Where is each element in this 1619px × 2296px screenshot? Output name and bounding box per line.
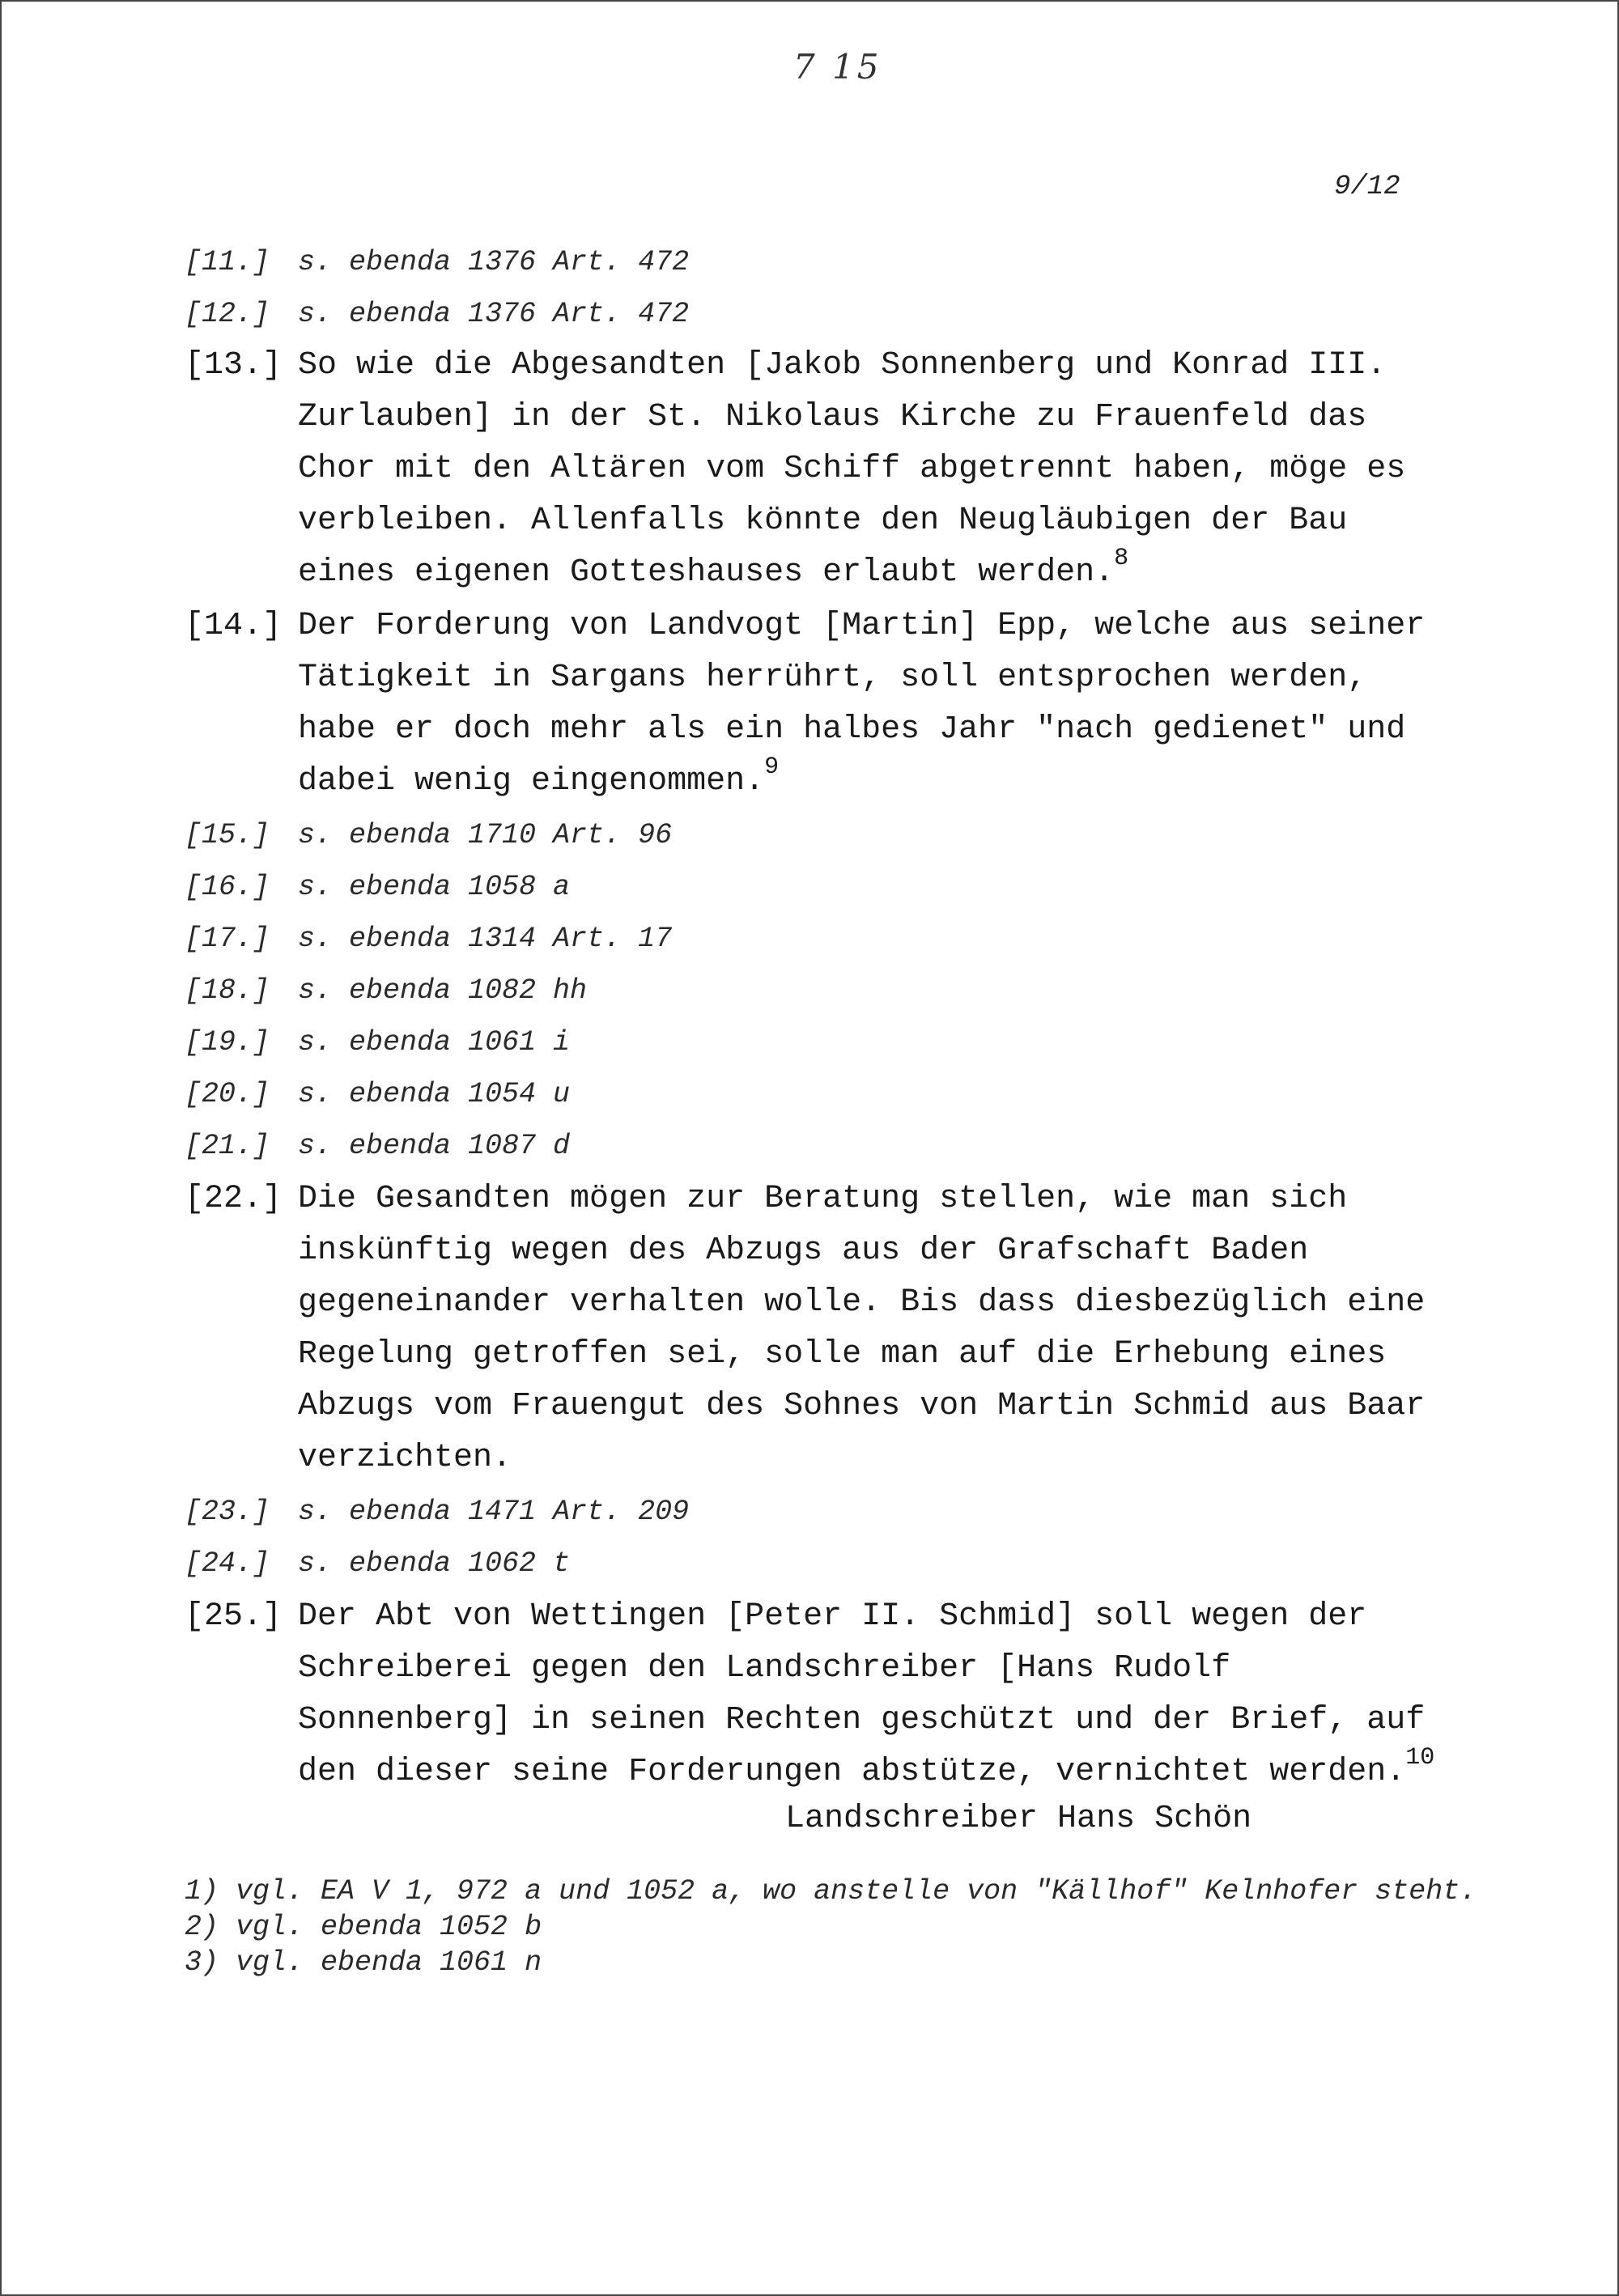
entry-17 [185, 913, 1447, 965]
entry-number: [17.] [185, 923, 270, 955]
entry-number: [19.] [185, 1026, 270, 1059]
entry-body-text: So wie die Abgesandten [Jakob Sonnenberg und Konrad III. Zurlauben] in der St. Nikolaus Kirche zu Frauenfeld das Chor mit den Altären vom Schiff abgetrennt haben, möge es verbleiben. Allenfalls könnte den Neugläubigen der Bau eines eigenen Gotteshauses erlaubt werden. [298, 347, 1406, 591]
entry-12 [185, 288, 1447, 340]
entry-number: [21.] [185, 1130, 270, 1162]
entry-text: s. ebenda 1471 Art. 209 [298, 1496, 690, 1528]
entry-13 [185, 340, 1447, 599]
entry-text [298, 1591, 1447, 1798]
entry-text [298, 340, 1447, 599]
entry-20 [185, 1068, 1447, 1120]
entry-number: [13.] [185, 347, 283, 384]
handwritten-note: 7 15 [793, 47, 882, 87]
page-number: 9/12 [1334, 172, 1400, 202]
entry-23 [185, 1486, 1447, 1538]
entry-number: [18.] [185, 974, 270, 1007]
entry-number: [14.] [185, 608, 283, 644]
footnote-marker: 8 [1114, 545, 1129, 572]
entry-text: s. ebenda 1058 a [298, 871, 571, 903]
footnote-marker: 10 [1405, 1744, 1435, 1772]
entry-text [298, 601, 1447, 808]
entry-number: [12.] [185, 298, 270, 330]
entry-body-text: Der Abt von Wettingen [Peter II. Schmid] soll wegen der Schreiberei gegen den Landschreiber [Hans Rudolf Sonnenberg] in seinen Rechten geschützt und der Brief, auf den dieser seine Forderungen abstütze, vernichtet werden. [298, 1598, 1426, 1790]
entry-25 [185, 1591, 1447, 1798]
entry-text: s. ebenda 1062 t [298, 1547, 571, 1580]
entry-number: [11.] [185, 246, 270, 278]
entry-16 [185, 861, 1447, 913]
entry-number: [24.] [185, 1547, 270, 1580]
entry-22 [185, 1173, 1447, 1484]
entry-15 [185, 809, 1447, 861]
entry-text: s. ebenda 1314 Art. 17 [298, 923, 673, 955]
entry-number: [25.] [185, 1598, 283, 1635]
entry-24 [185, 1538, 1447, 1589]
entry-text: s. ebenda 1376 Art. 472 [298, 298, 690, 330]
entry-number: [20.] [185, 1078, 270, 1110]
entry-text: Die Gesandten mögen zur Beratung stellen, wie man sich inskünftig wegen des Abzugs aus der Grafschaft Baden gegeneinander verhalten wolle. Bis dass diesbezüglich eine Regelung getroffen sei, solle man auf die Erhebung eines Abzugs vom Frauengut des Sohnes von Martin Schmid aus Baar verzichten. [298, 1181, 1426, 1476]
entry-text: s. ebenda 1710 Art. 96 [298, 819, 673, 851]
footnote: 1) vgl. EA V 1, 972 a und 1052 a, wo anstelle von "Källhof" Kelnhofer steht. [185, 1875, 1477, 1908]
entry-14 [185, 601, 1447, 808]
entry-21 [185, 1120, 1447, 1172]
entry-text: s. ebenda 1082 hh [298, 974, 588, 1007]
entry-19 [185, 1016, 1447, 1068]
entry-11 [185, 236, 1447, 288]
entry-number: [22.] [185, 1181, 283, 1217]
entry-text: s. ebenda 1376 Art. 472 [298, 246, 690, 278]
footnote: 2) vgl. ebenda 1052 b [185, 1911, 542, 1943]
entry-number: [15.] [185, 819, 270, 851]
entry-18 [185, 965, 1447, 1016]
entry-text: s. ebenda 1087 d [298, 1130, 571, 1162]
entry-number: [23.] [185, 1496, 270, 1528]
signature: Landschreiber Hans Schön [785, 1801, 1252, 1837]
entry-body-text: Der Forderung von Landvogt [Martin] Epp, welche aus seiner Tätigkeit in Sargans herrührt, soll entsprochen werden, habe er doch mehr als ein halbes Jahr "nach gedienet" und dabei wenig eingenommen. [298, 608, 1426, 800]
entry-text: s. ebenda 1061 i [298, 1026, 571, 1059]
footnotes [185, 1874, 1477, 1980]
entry-number: [16.] [185, 871, 270, 903]
footnote: 3) vgl. ebenda 1061 n [185, 1946, 542, 1979]
footnote-marker: 9 [764, 753, 780, 781]
entry-text: s. ebenda 1054 u [298, 1078, 571, 1110]
